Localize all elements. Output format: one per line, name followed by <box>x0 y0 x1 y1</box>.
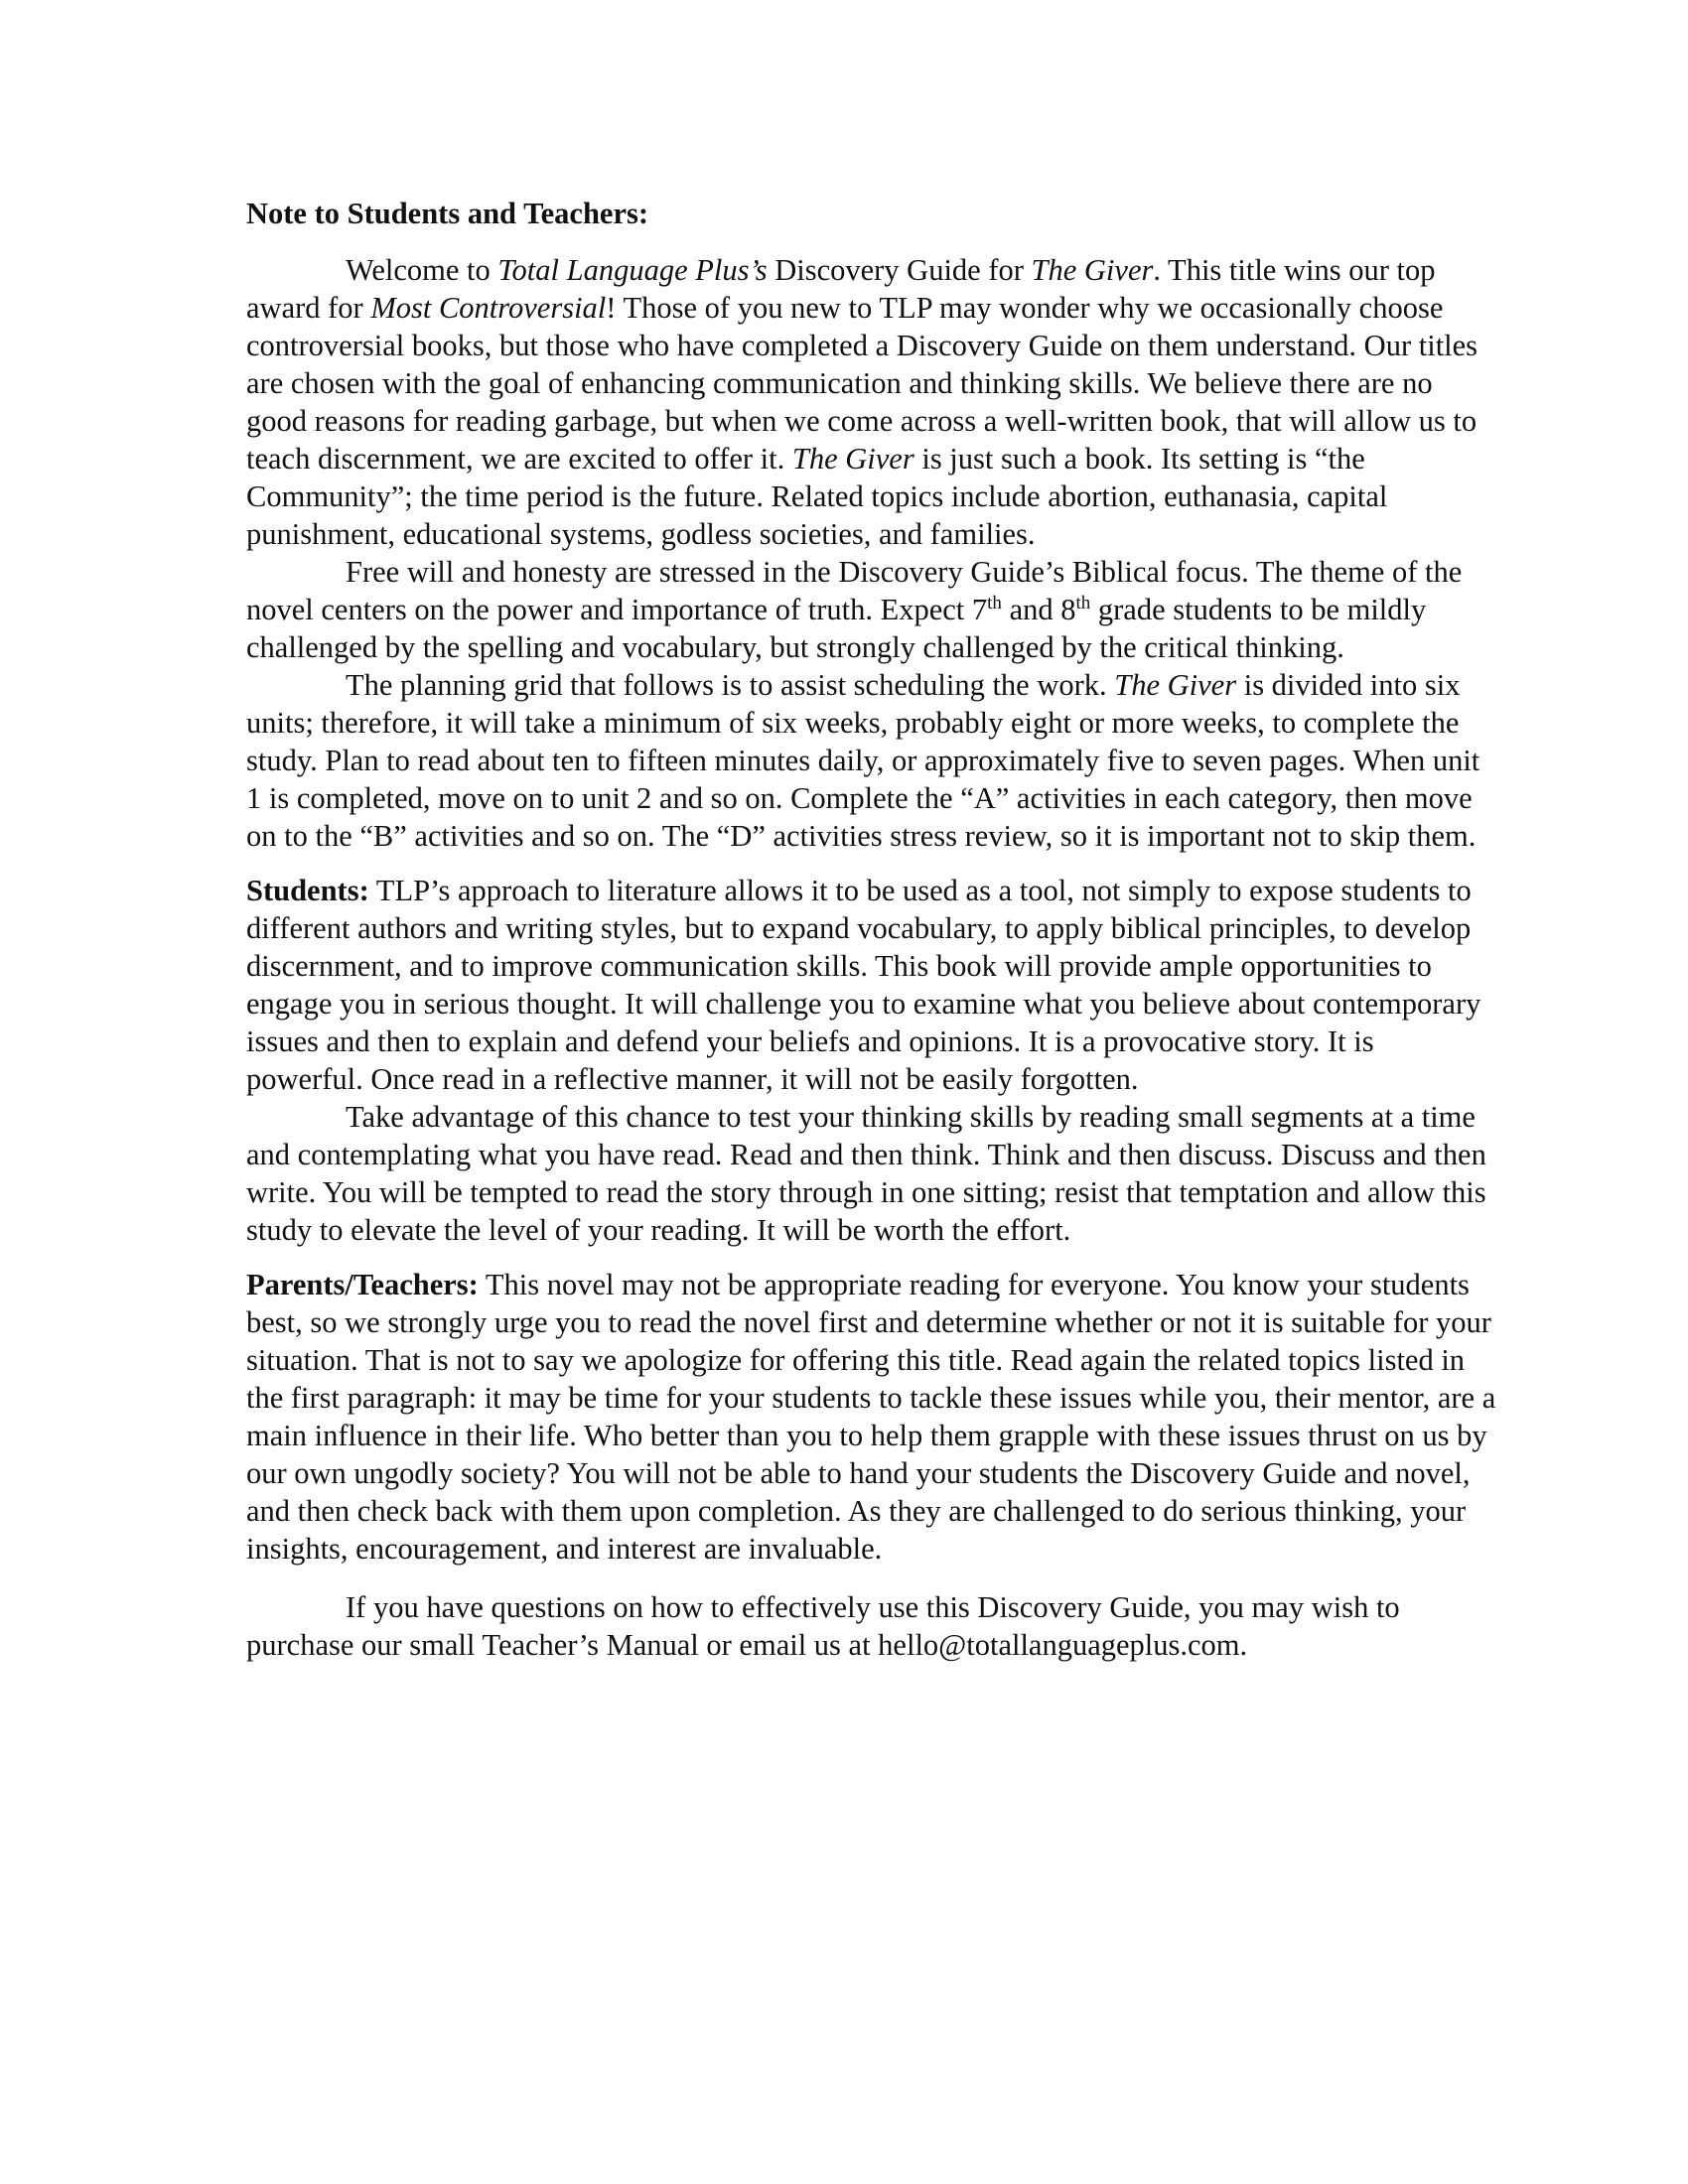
parents-label: Parents/Teachers: <box>246 1268 479 1301</box>
text-run: The planning grid that follows is to assist scheduling the work. <box>346 668 1115 702</box>
students-paragraph <box>246 872 1497 1098</box>
page-heading: Note to Students and Teachers: <box>246 197 649 230</box>
text-run: is just such a book. Its setting is “the Community”; the time period is the future. Related topics include abortion, euthanasia, capital punishment, educational systems, godless societies, and families. <box>246 442 1388 551</box>
students-paragraph-advice: Take advantage of this chance to test your thinking skills by reading small segments at a time and contemplating what you have read. Read and then think. Think and then discuss. Discuss and then write. You will be tempted to read the story through in one sitting; resist that temptation and allow this study to elevate the level of your reading. It will be worth the effort. <box>246 1100 1486 1247</box>
text-run: Discovery Guide for <box>767 253 1032 287</box>
parents-paragraph <box>246 1266 1497 1568</box>
italic-run: The Giver <box>1031 253 1154 287</box>
closing-paragraph: If you have questions on how to effectively use this Discovery Guide, you may wish to purchase our small Teacher’s Manual or email us at hello@totallanguageplus.com. <box>246 1590 1400 1662</box>
intro-paragraph-planning <box>246 666 1497 855</box>
text-run: Free will and honesty are stressed in the Discovery Guide’s Biblical focus. The theme of the novel centers on the power and importance of truth. Expect 7 <box>246 555 1463 626</box>
document-page <box>246 195 1497 1664</box>
text-run: is divided into six units; therefore, it will take a minimum of six weeks, probably eight or more weeks, to complete the study. Plan to read about ten to fifteen minutes daily, or approximately five to seven pages. When unit 1 is completed, move on to unit 2 and so on. Complete the “A” activities in each category, then move on to the “B” activities and so on. The “D” activities stress review, so it is important not to skip them. <box>246 668 1480 853</box>
intro-paragraph-focus <box>246 553 1497 666</box>
text-run: grade students to be mildly challenged by the spelling and vocabulary, but strongly challenged by the critical thinking. <box>246 593 1427 664</box>
text-run: This novel may not be appropriate reading for everyone. You know your students best, so we strongly urge you to read the novel first and determine whether or not it is suitable for your situation. That is not to say we apologize for offering this title. Read again the related topics listed in the first paragraph: it may be time for your students to tackle these issues while you, their mentor, are a main influence in their life. Who better than you to help them grapple with these issues thrust on us by our own ungodly society? You will not be able to hand your students the Discovery Guide and novel, and then check back with them upon completion. As they are challenged to do serious thinking, your insights, encouragement, and interest are invaluable. <box>246 1268 1496 1566</box>
italic-run: The Giver <box>791 442 914 476</box>
superscript: th <box>1075 592 1091 614</box>
italic-run: Most Controversial <box>370 291 607 325</box>
italic-run: Total Language Plus’s <box>497 253 768 287</box>
italic-run: The Giver <box>1114 668 1237 702</box>
text-run: Welcome to <box>346 253 498 287</box>
text-run: TLP’s approach to literature allows it to be used as a tool, not simply to expose students to different authors and writing styles, but to expand vocabulary, to apply biblical principles, to develop discernment, and to improve communication skills. This book will provide ample opportunities to engage you in serious thought. It will challenge you to examine what you believe about contemporary issues and then to explain and defend your beliefs and opinions. It is a provocative story. It is powerful. Once read in a reflective manner, it will not be easily forgotten. <box>246 874 1481 1096</box>
text-run: and 8 <box>1001 593 1076 626</box>
superscript: th <box>987 592 1002 614</box>
text-run: ! Those of you new to TLP may wonder why we occasionally choose controversial books, but those who have completed a Discovery Guide on them understand. Our titles are chosen with the goal of enhancing communication and thinking skills. We believe there are no good reasons for reading garbage, but when we come across a well-written book, that will allow us to teach discernment, we are excited to offer it. <box>246 291 1478 476</box>
intro-paragraph-welcome <box>246 251 1497 553</box>
text-run: . This title wins our top award for <box>246 253 1436 325</box>
students-label: Students: <box>246 874 369 907</box>
